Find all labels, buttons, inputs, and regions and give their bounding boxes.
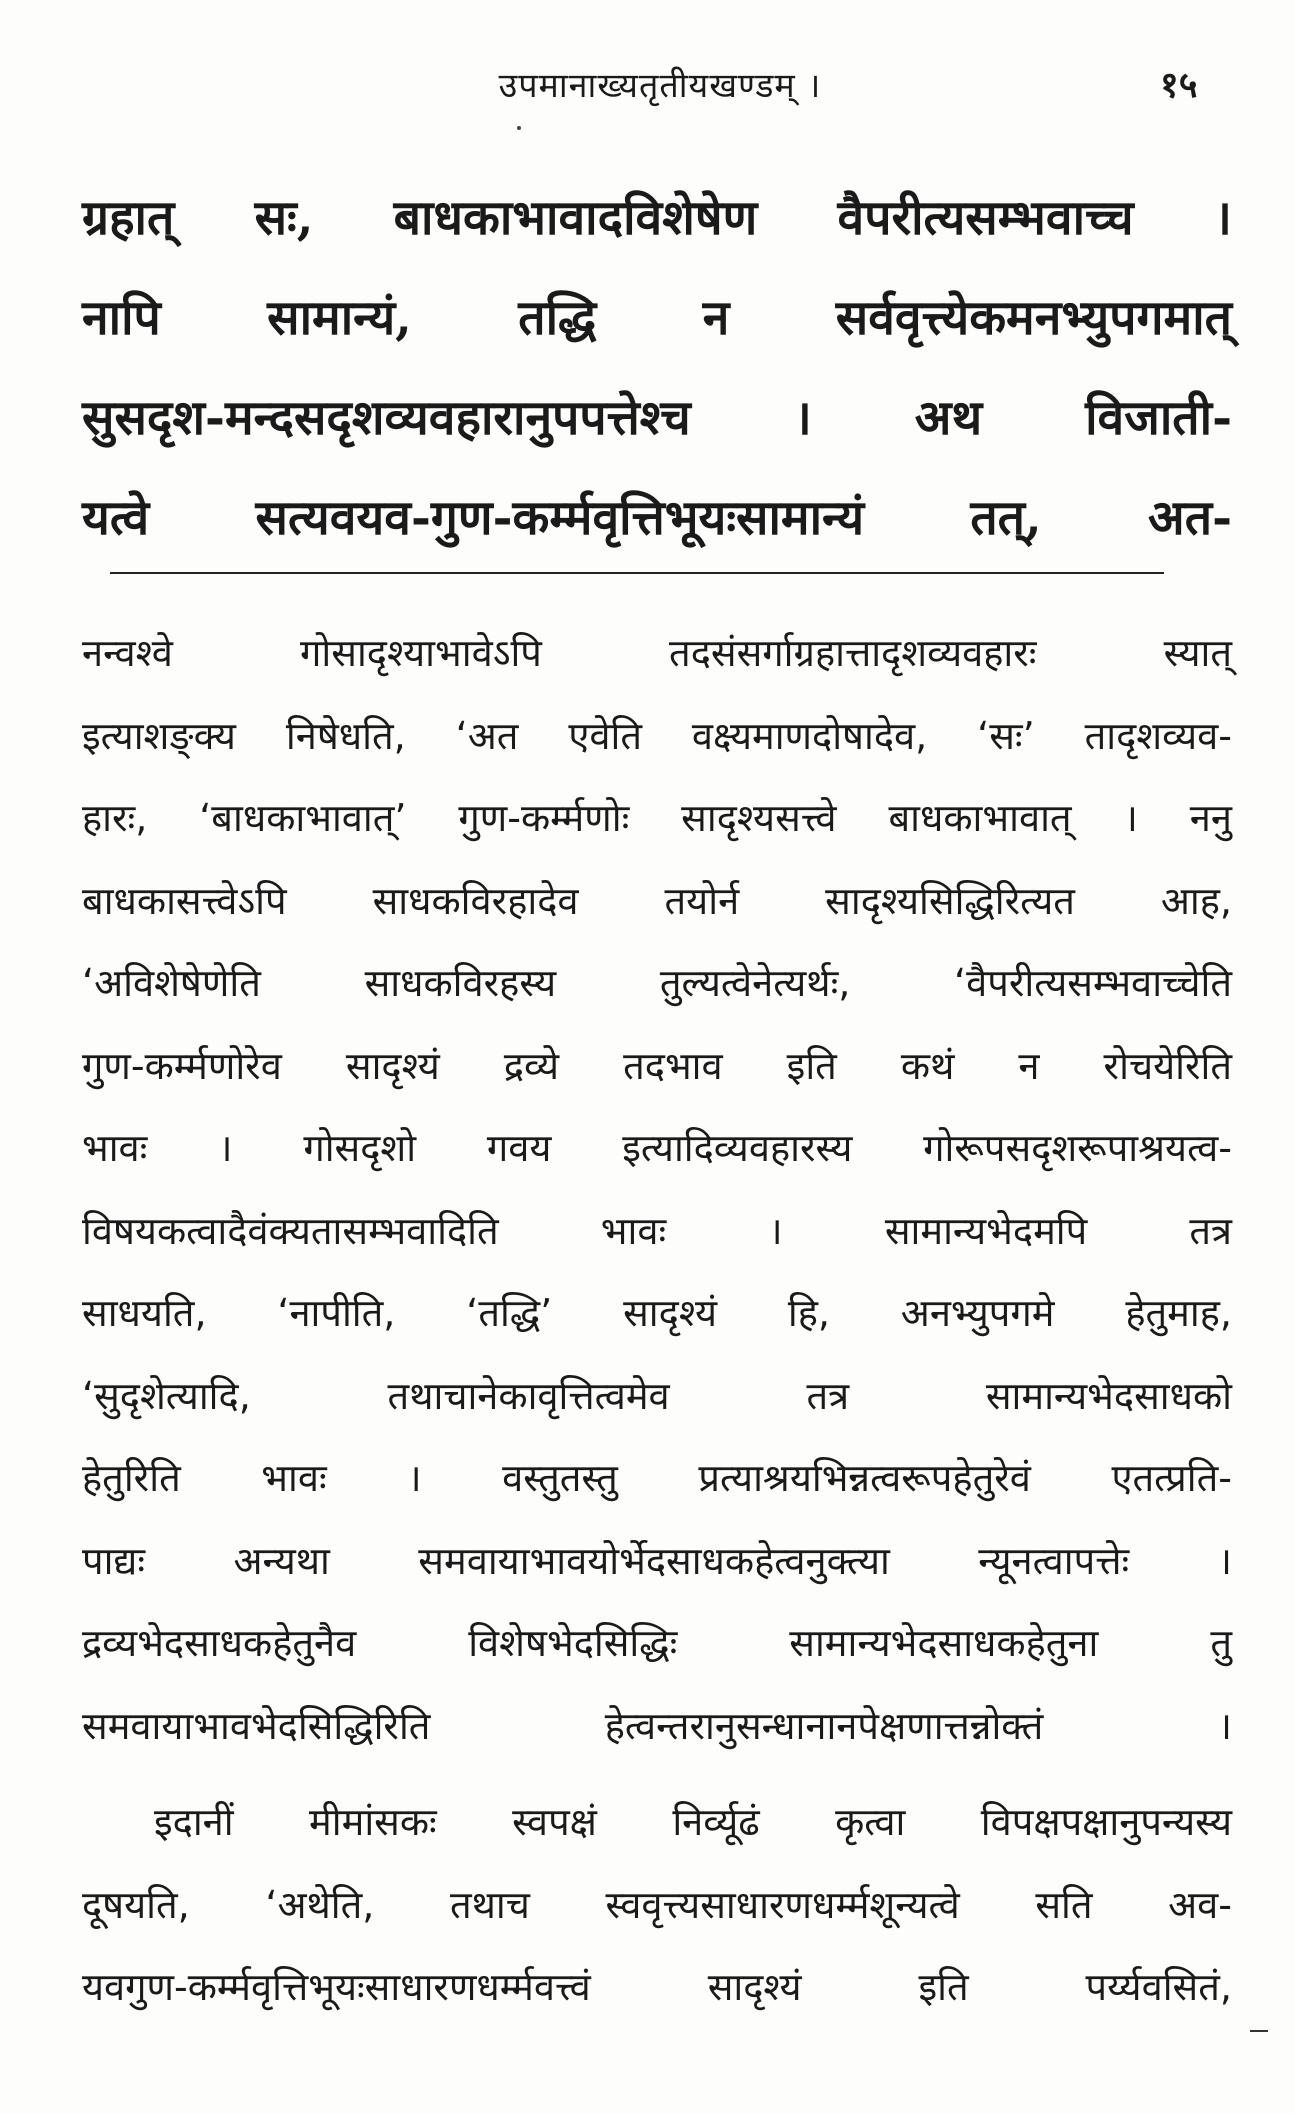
commentary-line: समवायाभावभेदसिद्धिरिति हेत्वन्तरानुसन्धानानपेक्षणात्तन्नोक्तं । [82, 1703, 1232, 1748]
commentary-line: हेतुरिति भावः । वस्तुतस्तु प्रत्याश्रयभिन्नत्वरूपहेतुरेवं एतत्प्रति- [82, 1456, 1232, 1500]
main-text-line: नापि सामान्यं, तद्धि न सर्ववृत्त्येकमनभ्युपगमात् [82, 290, 1232, 346]
running-head [0, 62, 1294, 112]
main-text-block [82, 168, 1232, 568]
margin-mark [1250, 2030, 1268, 2032]
running-title: उपमानाख्यतृतीयखण्डम् । [498, 66, 822, 106]
page-number: १५ [1160, 65, 1198, 106]
commentary-block [82, 612, 1232, 2029]
print-speck [517, 126, 521, 130]
commentary-paragraph-start: इदानीं मीमांसकः स्वपक्षं निर्व्यूढं कृत्वा विपक्षपक्षानुपन्यस्य [154, 1800, 1232, 1844]
commentary-line: द्रव्यभेदसाधकहेतुनैव विशेषभेदसिद्धिः सामान्यभेदसाधकहेतुना तु [82, 1621, 1232, 1665]
commentary-line: साधयति, ‘नापीति, ‘तद्धि’ सादृश्यं हि, अनभ्युपगमे हेतुमाह, [82, 1291, 1232, 1335]
main-text-line: सुसदृश-मन्दसदृशव्यवहारानुपपत्तेश्च । अथ विजाती- [82, 390, 1232, 446]
commentary-line: हारः, ‘बाधकाभावात्’ गुण-कर्म्मणोः सादृश्यसत्त्वे बाधकाभावात् । ननु [82, 796, 1232, 840]
commentary-line: विषयकत्वादैवंक्यतासम्भवादिति भावः । सामान्यभेदमपि तत्र [82, 1208, 1232, 1253]
commentary-line: नन्वश्वे गोसादृश्याभावेऽपि तदसंसर्गाग्रहात्तादृशव्यवहारः स्यात् [82, 631, 1232, 675]
commentary-line: ‘अविशेषेणेति साधकविरहस्य तुल्यत्वेनेत्यर्थः, ‘वैपरीत्यसम्भवाच्चेति [82, 961, 1232, 1005]
commentary-line: पाद्यः अन्यथा समवायाभावयोर्भेदसाधकहेत्वनुक्त्या न्यूनत्वापत्तेः । [82, 1538, 1232, 1583]
commentary-line: भावः । गोसदृशो गवय इत्यादिव्यवहारस्य गोरूपसदृशरूपाश्रयत्व- [82, 1126, 1232, 1170]
commentary-line: ‘सुदृशेत्यादि, तथाचानेकावृत्तित्वमेव तत्र सामान्यभेदसाधको [82, 1373, 1232, 1418]
main-text-line: ग्रहात् सः, बाधकाभावादविशेषेण वैपरीत्यसम्भवाच्च । [82, 190, 1232, 246]
section-divider [110, 572, 1164, 574]
commentary-line: बाधकासत्त्वेऽपि साधकविरहादेव तयोर्न सादृश्यसिद्धिरित्यत आह, [82, 878, 1232, 923]
commentary-line: गुण-कर्म्मणोरेव सादृश्यं द्रव्ये तदभाव इति कथं न रोचयेरिति [82, 1043, 1232, 1088]
commentary-line: इत्याशङ्क्य निषेधति, ‘अत एवेति वक्ष्यमाणदोषादेव, ‘सः’ तादृशव्यव- [82, 713, 1232, 758]
commentary-line: दूषयति, ‘अथेति, तथाच स्ववृत्त्यसाधारणधर्म्मशून्यत्वे सति अव- [82, 1882, 1232, 1927]
main-text-line: यत्वे सत्यवयव-गुण-कर्म्मवृत्तिभूयःसामान्यं तत्, अत- [82, 490, 1232, 546]
commentary-line: यवगुण-कर्म्मवृत्तिभूयःसाधारणधर्म्मवत्त्वं सादृश्यं इति पर्य्यवसितं, [82, 1965, 1232, 2009]
